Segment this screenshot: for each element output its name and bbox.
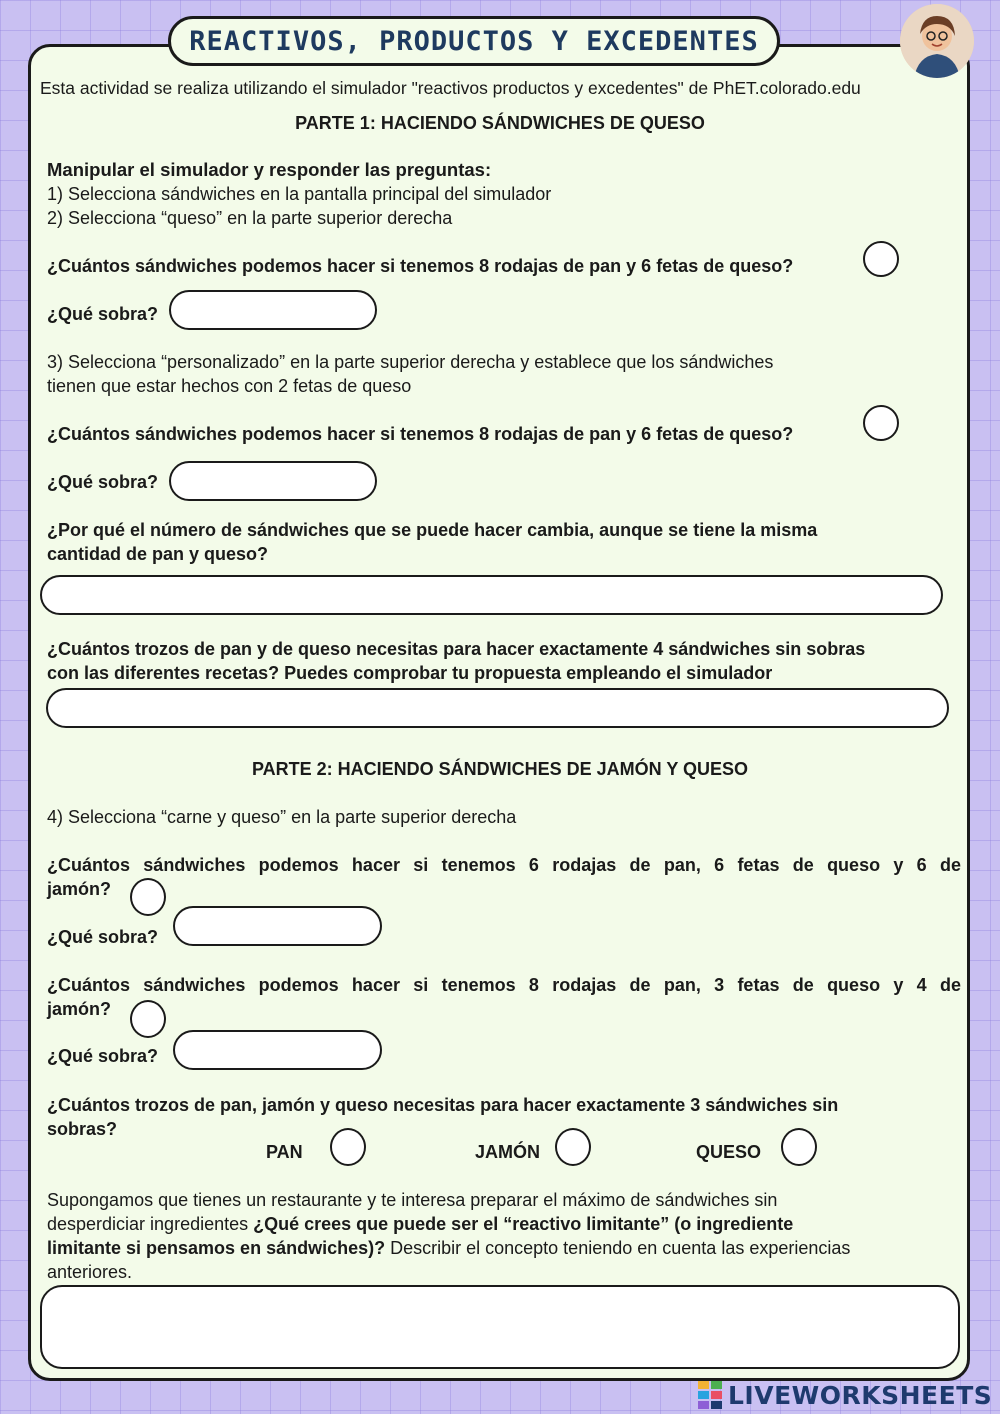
question-1: ¿Cuántos sándwiches podemos hacer si tenemos 8 rodajas de pan y 6 fetas de queso?: [47, 256, 794, 276]
leftover-label-4: ¿Qué sobra?: [47, 1046, 159, 1066]
part1-heading: PARTE 1: HACIENDO SÁNDWICHES DE QUESO: [295, 113, 705, 133]
avatar: [900, 4, 974, 78]
answer-circle-q6[interactable]: [130, 1000, 166, 1038]
question-2: ¿Cuántos sándwiches podemos hacer si tenemos 8 rodajas de pan y 6 fetas de queso?: [47, 424, 794, 444]
brand-name: LIVEWORKSHEETS: [728, 1380, 993, 1410]
question-3-line1: ¿Por qué el número de sándwiches que se puede hacer cambia, aunque se tiene la misma: [47, 520, 818, 540]
step-3-line1: 3) Selecciona “personalizado” en la parte superior derecha y establece que los sándwiches: [47, 352, 774, 372]
leftover-label-2: ¿Qué sobra?: [47, 472, 159, 492]
liveworksheets-logo: [698, 1380, 992, 1410]
leftover-input-4[interactable]: [173, 1030, 382, 1070]
question-6-line2: jamón?: [47, 999, 112, 1019]
final-text-line2: [47, 1212, 793, 1236]
answer-circle-q1[interactable]: [863, 241, 899, 277]
final-text-line4: anteriores.: [47, 1262, 133, 1282]
step-2: 2) Selecciona “queso” en la parte superior derecha: [47, 208, 453, 228]
final-text-line3-normal: Describir el concepto teniendo en cuenta las experiencias: [385, 1238, 851, 1258]
intro-text: Esta actividad se realiza utilizando el simulador "reactivos productos y excedentes" de PhET.colorado.edu: [40, 78, 861, 98]
label-pan: PAN: [266, 1142, 303, 1162]
final-text-line2-bold: ¿Qué crees que puede ser el “reactivo limitante” (o ingrediente: [253, 1214, 794, 1234]
answer-input-q3[interactable]: [40, 575, 943, 615]
page-title: REACTIVOS, PRODUCTOS Y EXCEDENTES: [189, 25, 759, 57]
question-7-line1: ¿Cuántos trozos de pan, jamón y queso necesitas para hacer exactamente 3 sándwiches sin: [47, 1095, 839, 1115]
question-6-line1: ¿Cuántos sándwiches podemos hacer si tenemos 8 rodajas de pan, 3 fetas de queso y 4 de: [47, 975, 961, 995]
label-queso: QUESO: [696, 1142, 762, 1162]
step-3-line2: tienen que estar hechos con 2 fetas de queso: [47, 376, 412, 396]
logo-icon: [698, 1381, 722, 1409]
answer-input-q4[interactable]: [46, 688, 949, 728]
answer-circle-jamon[interactable]: [555, 1128, 591, 1166]
final-text-line2-normal: desperdiciar ingredientes: [47, 1214, 254, 1234]
step-1: 1) Selecciona sándwiches en la pantalla principal del simulador: [47, 184, 552, 204]
question-3-line2: cantidad de pan y queso?: [47, 544, 269, 564]
final-text-line3-bold: limitante si pensamos en sándwiches)?: [47, 1238, 386, 1258]
title-banner: [168, 16, 780, 66]
step-4: 4) Selecciona “carne y queso” en la parte superior derecha: [47, 807, 517, 827]
answer-input-final[interactable]: [40, 1285, 960, 1369]
question-5-line2: jamón?: [47, 879, 112, 899]
answer-circle-q5[interactable]: [130, 878, 166, 916]
leftover-label-1: ¿Qué sobra?: [47, 304, 159, 324]
leftover-input-3[interactable]: [173, 906, 382, 946]
question-4-line1: ¿Cuántos trozos de pan y de queso necesitas para hacer exactamente 4 sándwiches sin sobras: [47, 639, 866, 659]
label-jamon: JAMÓN: [475, 1142, 541, 1162]
final-text-line1: Supongamos que tienes un restaurante y te interesa preparar el máximo de sándwiches sin: [47, 1190, 778, 1210]
answer-circle-queso[interactable]: [781, 1128, 817, 1166]
answer-circle-pan[interactable]: [330, 1128, 366, 1166]
question-7-line2: sobras?: [47, 1119, 118, 1139]
question-4-line2: con las diferentes recetas? Puedes comprobar tu propuesta empleando el simulador: [47, 663, 773, 683]
leftover-input-2[interactable]: [169, 461, 377, 501]
question-5-line1: ¿Cuántos sándwiches podemos hacer si tenemos 6 rodajas de pan, 6 fetas de queso y 6 de: [47, 855, 961, 875]
answer-circle-q2[interactable]: [863, 405, 899, 441]
leftover-input-1[interactable]: [169, 290, 377, 330]
final-text-line3: [47, 1236, 850, 1260]
instructions-title: Manipular el simulador y responder las preguntas:: [47, 159, 492, 180]
part2-heading: PARTE 2: HACIENDO SÁNDWICHES DE JAMÓN Y QUESO: [251, 759, 749, 779]
leftover-label-3: ¿Qué sobra?: [47, 927, 159, 947]
